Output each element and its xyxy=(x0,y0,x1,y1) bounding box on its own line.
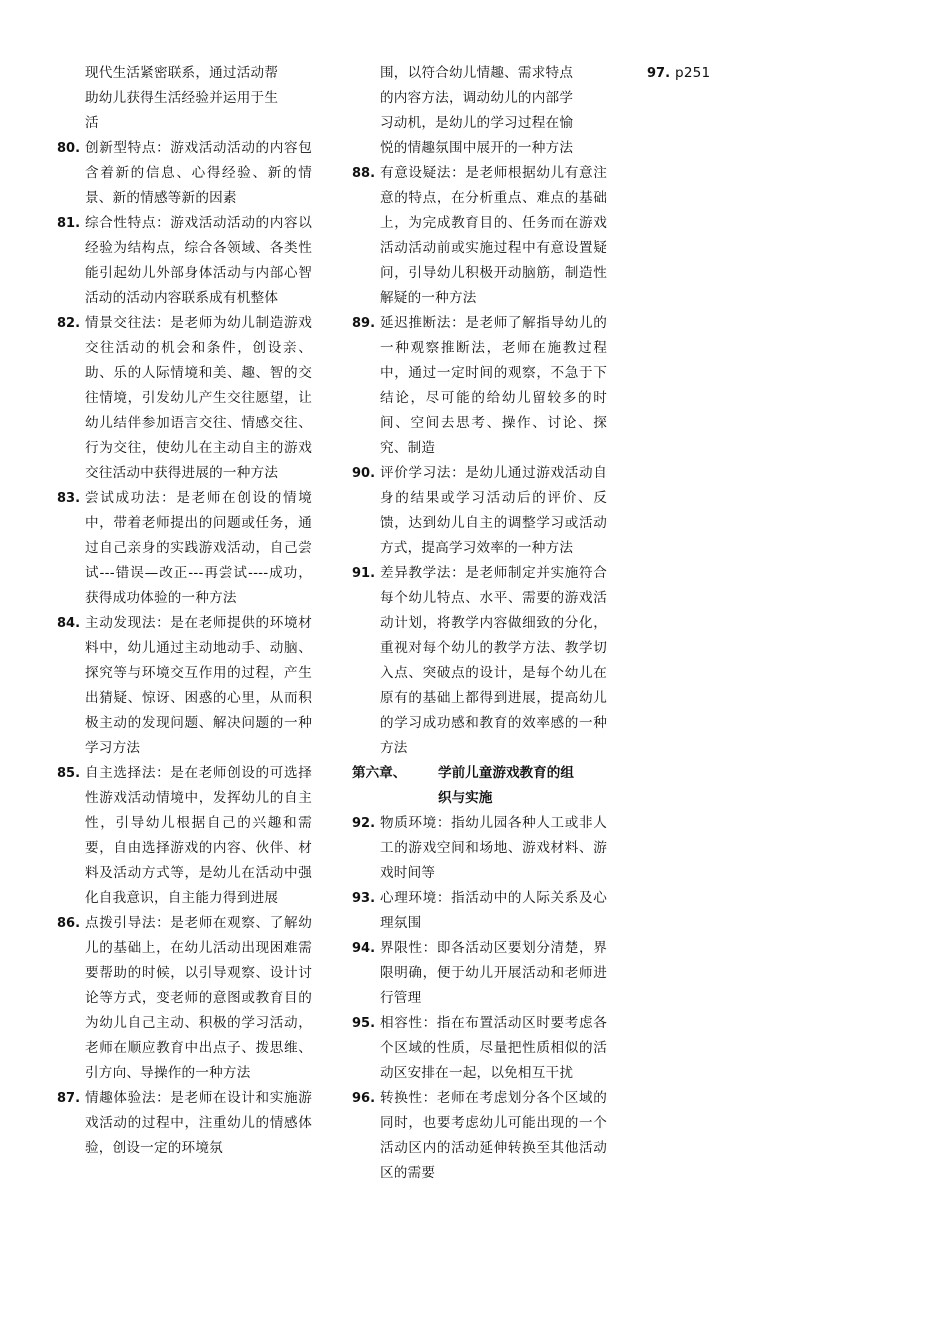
item-number: 96. xyxy=(352,1091,376,1106)
item-number: 83. xyxy=(57,491,81,506)
item-text: 延迟推断法：是老师了解指导幼儿的一种观察推断法，老师在施教过程中，通过一定时间的观察，不急于下结论，尽可能的给幼儿留较多的时间、空间去思考、操作、讨论、探究、制造 xyxy=(380,315,607,456)
item-number: 90. xyxy=(352,466,376,481)
chapter-title xyxy=(438,761,607,811)
item-text: 心理环境：指活动中的人际关系及心理氛围 xyxy=(380,890,607,931)
column-left xyxy=(57,61,312,1161)
text-line: 悦的情趣氛围中展开的一种方法 xyxy=(380,140,574,156)
item-text: 点拨引导法：是老师在观察、了解幼儿的基础上，在幼儿活动出现困难需要帮助的时候，以引导观察、设计讨论等方式，变老师的意图或教育目的为幼儿自己主动、积极的学习活动，老师在顺应教育中出点子、拨思维、引方向、导操作的一种方法 xyxy=(85,915,312,1081)
item-text: 有意设疑法：是老师根据幼儿有意注意的特点，在分析重点、难点的基础上，为完成教育目的、任务而在游戏活动活动前或实施过程中有意设置疑问，引导幼儿积极开动脑筋，制造性解疑的一种方法 xyxy=(380,165,607,306)
column-right xyxy=(647,61,847,86)
list-item xyxy=(352,311,607,461)
list-item xyxy=(57,311,312,486)
item-text: 情景交往法：是老师为幼儿制造游戏交往活动的机会和条件，创设亲、助、乐的人际情境和美、趣、智的交往情境，引发幼儿产生交往愿望，让幼儿结伴参加语言交往、情感交往、行为交往，使幼儿在主动自主的游戏交往活动中获得进展的一种方法 xyxy=(85,315,312,481)
chapter-number: 第六章、 xyxy=(352,765,407,781)
item-number: 89. xyxy=(352,316,376,331)
item-text: 评价学习法：是幼儿通过游戏活动自身的结果或学习活动后的评价、反馈，达到幼儿自主的调整学习或活动方式，提高学习效率的一种方法 xyxy=(380,465,607,556)
list-item xyxy=(352,161,607,311)
text-line: 活 xyxy=(85,115,99,131)
chapter-heading xyxy=(352,761,607,811)
list-item xyxy=(57,911,312,1086)
item-text: 主动发现法：是在老师提供的环境材料中，幼儿通过主动地动手、动脑、探究等与环境交互作用的过程，产生出猜疑、惊讶、困惑的心里，从而积极主动的发现问题、解决问题的一种学习方法 xyxy=(85,615,312,756)
item-text: 创新型特点：游戏活动活动的内容包含着新的信息、心得经验、新的情景、新的情感等新的因素 xyxy=(85,140,312,206)
list-item xyxy=(352,1086,607,1186)
item-text: 尝试成功法：是老师在创设的情境中，带着老师提出的问题或任务，通过自己亲身的实践游戏活动，自己尝试---错误—改正---再尝试----成功，获得成功体验的一种方法 xyxy=(85,490,312,606)
item-text: 综合性特点：游戏活动活动的内容以经验为结构点，综合各领域、各类性能引起幼儿外部身体活动与内部心智活动的活动内容联系成有机整体 xyxy=(85,215,312,306)
continued-text xyxy=(352,61,607,161)
list-item xyxy=(57,761,312,911)
item-number: 91. xyxy=(352,566,376,581)
list-item xyxy=(352,811,607,886)
item-number: 88. xyxy=(352,166,376,181)
item-number: 93. xyxy=(352,891,376,906)
item-text: 自主选择法：是在老师创设的可选择性游戏活动情境中，发挥幼儿的自主性，引导幼儿根据自己的兴趣和需要，自由选择游戏的内容、伙伴、材料及活动方式等，是幼儿在活动中强化自我意识，自主能力得到进展 xyxy=(85,765,312,906)
list-item xyxy=(57,136,312,211)
list-item xyxy=(352,561,607,761)
list-item xyxy=(352,1011,607,1086)
list-item xyxy=(352,936,607,1011)
chapter-title-line: 学前儿童游戏教育的组 xyxy=(438,765,574,781)
list-item xyxy=(57,1086,312,1161)
item-number: 97. xyxy=(647,66,671,81)
item-number: 95. xyxy=(352,1016,376,1031)
continued-text xyxy=(57,61,312,136)
list-item xyxy=(352,461,607,561)
list-item xyxy=(57,211,312,311)
item-text: 界限性：即各活动区要划分清楚，界限明确，便于幼儿开展活动和老师进行管理 xyxy=(380,940,607,1006)
list-item xyxy=(647,61,847,86)
text-line: 围，以符合幼儿情趣、需求特点 xyxy=(380,65,574,81)
item-number: 82. xyxy=(57,316,81,331)
item-text: p251 xyxy=(675,65,711,81)
item-number: 86. xyxy=(57,916,81,931)
item-text: 相容性：指在布置活动区时要考虑各个区域的性质，尽量把性质相似的活动区安排在一起，以免相互干扰 xyxy=(380,1015,607,1081)
item-number: 81. xyxy=(57,216,81,231)
item-number: 84. xyxy=(57,616,81,631)
item-text: 差异教学法：是老师制定并实施符合每个幼儿特点、水平、需要的游戏活动计划，将教学内容做细致的分化，重视对每个幼儿的教学方法、教学切入点、突破点的设计，是每个幼儿在原有的基础上都得到进展，提高幼儿的学习成功感和教育的效率感的一种方法 xyxy=(380,565,607,756)
list-item xyxy=(57,611,312,761)
item-text: 物质环境：指幼儿园各种人工或非人工的游戏空间和场地、游戏材料、游戏时间等 xyxy=(380,815,607,881)
item-number: 85. xyxy=(57,766,81,781)
text-line: 现代生活紧密联系，通过活动帮 xyxy=(85,65,279,81)
text-line: 的内容方法，调动幼儿的内部学 xyxy=(380,90,574,106)
column-middle xyxy=(352,61,607,1186)
list-item xyxy=(352,886,607,936)
item-number: 92. xyxy=(352,816,376,831)
item-text: 转换性：老师在考虑划分各个区域的同时，也要考虑幼儿可能出现的一个活动区内的活动延伸转换至其他活动区的需要 xyxy=(380,1090,607,1181)
text-line: 助幼儿获得生活经验并运用于生 xyxy=(85,90,279,106)
item-text: 情趣体验法：是老师在设计和实施游戏活动的过程中，注重幼儿的情感体验，创设一定的环境氛 xyxy=(85,1090,312,1156)
chapter-title-line: 织与实施 xyxy=(438,790,493,806)
item-number: 87. xyxy=(57,1091,81,1106)
item-number: 80. xyxy=(57,141,81,156)
item-number: 94. xyxy=(352,941,376,956)
list-item xyxy=(57,486,312,611)
text-line: 习动机，是幼儿的学习过程在愉 xyxy=(380,115,574,131)
